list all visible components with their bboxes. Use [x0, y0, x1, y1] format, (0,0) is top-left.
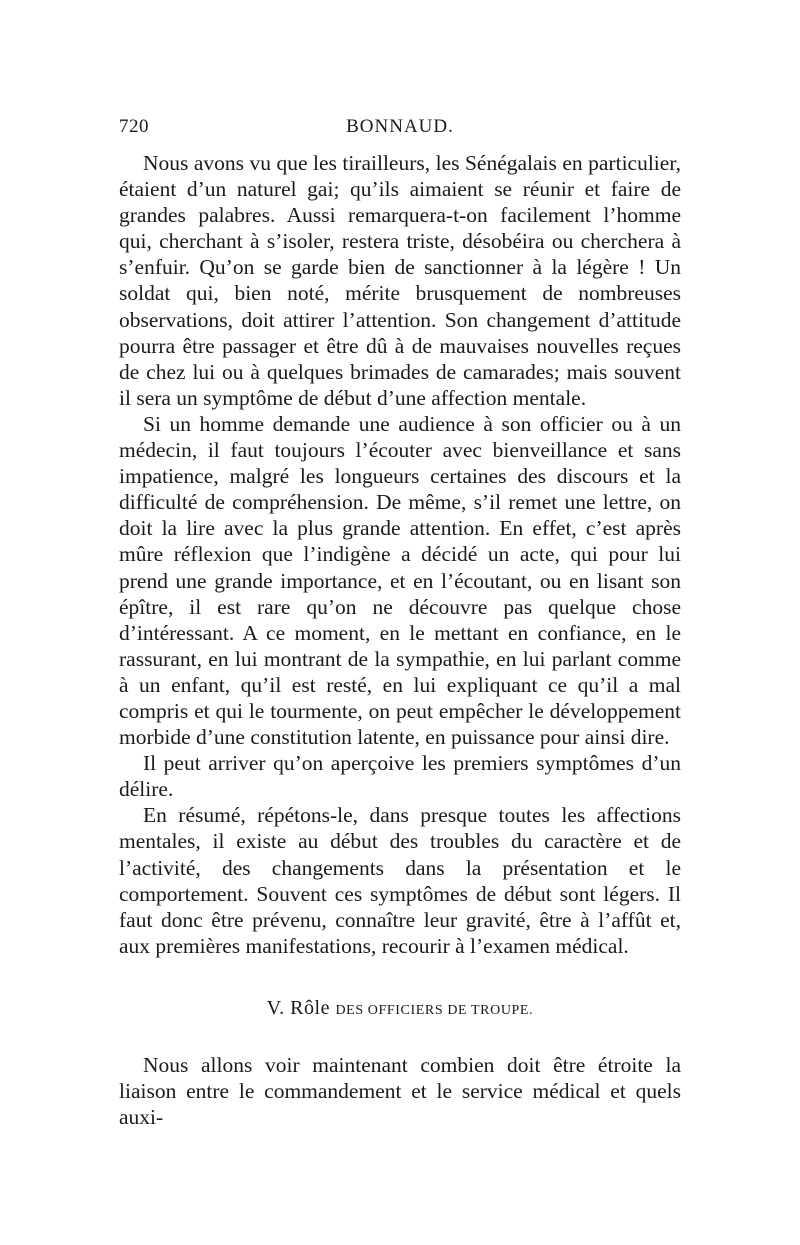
paragraph-closing: Nous allons voir maintenant combien doit être étroite la liaison entre le commandement et le service médical et quels auxi-: [119, 1053, 681, 1130]
paragraph-early-signs: Nous avons vu que les tirailleurs, les Sénégalais en particulier, étaient d’un naturel gai; qu’ils aimaient se réunir et faire de grandes palabres. Aussi remarquera-t-on facilement l’homme qui, cherchant à s’isoler, restera triste, désobéira ou cherchera à s’enfuir. Qu’on se garde bien de sanctionner à la légère ! Un soldat qui, bien noté, mérite brusquement de nombreuses observations, doit attirer l’attention. Son changement d’attitude pourra être passager et être dû à de mauvaises nouvelles reçues de chez lui ou à quelques brimades de camarades; mais souvent il sera un symptôme de début d’une affection mentale.: [119, 151, 681, 410]
running-title: BONNAUD.: [346, 116, 454, 137]
section-number: V.: [266, 996, 285, 1019]
section-title-rest: DES OFFICIERS DE TROUPE.: [335, 1002, 534, 1018]
paragraph-audience: Si un homme demande une audience à son officier ou à un médecin, il faut toujours l’écouter avec bienveillance et sans impatience, malgré les longueurs certaines des discours et la difficulté de compréhension. De même, s’il remet une lettre, on doit la lire avec la plus grande attention. En effet, c’est après mûre réflexion que l’indigène a décidé un acte, qui pour lui prend une grande importance, et en l’écoutant, ou en lisant son épître, il est rare qu’on ne découvre pas quelque chose d’intéressant. A ce moment, en le mettant en confiance, en le rassurant, en lui montrant de la sympathie, en lui parlant comme à un enfant, qu’il est resté, en lui expliquant ce qu’il a mal compris et qui le tourmente, on peut empêcher le développement morbide d’une constitution latente, en puissance pour ainsi dire.: [119, 411, 681, 750]
section-heading: [119, 995, 681, 1024]
page-number: 720: [119, 116, 149, 137]
running-head: [119, 116, 681, 146]
body-text: [119, 150, 681, 1130]
section-title-lead: Rôle: [290, 996, 330, 1019]
paragraph-delire: Il peut arriver qu’on aperçoive les premiers symptômes d’un délire.: [119, 751, 681, 802]
paragraph-summary: En résumé, répétons-le, dans presque toutes les affections mentales, il existe au début des troubles du caractère et de l’activité, des changements dans la présentation et le comportement. Souvent ces symptômes de début sont légers. Il faut donc être prévenu, connaître leur gravité, être à l’affût et, aux premières manifestations, recourir à l’examen médical.: [119, 803, 681, 958]
